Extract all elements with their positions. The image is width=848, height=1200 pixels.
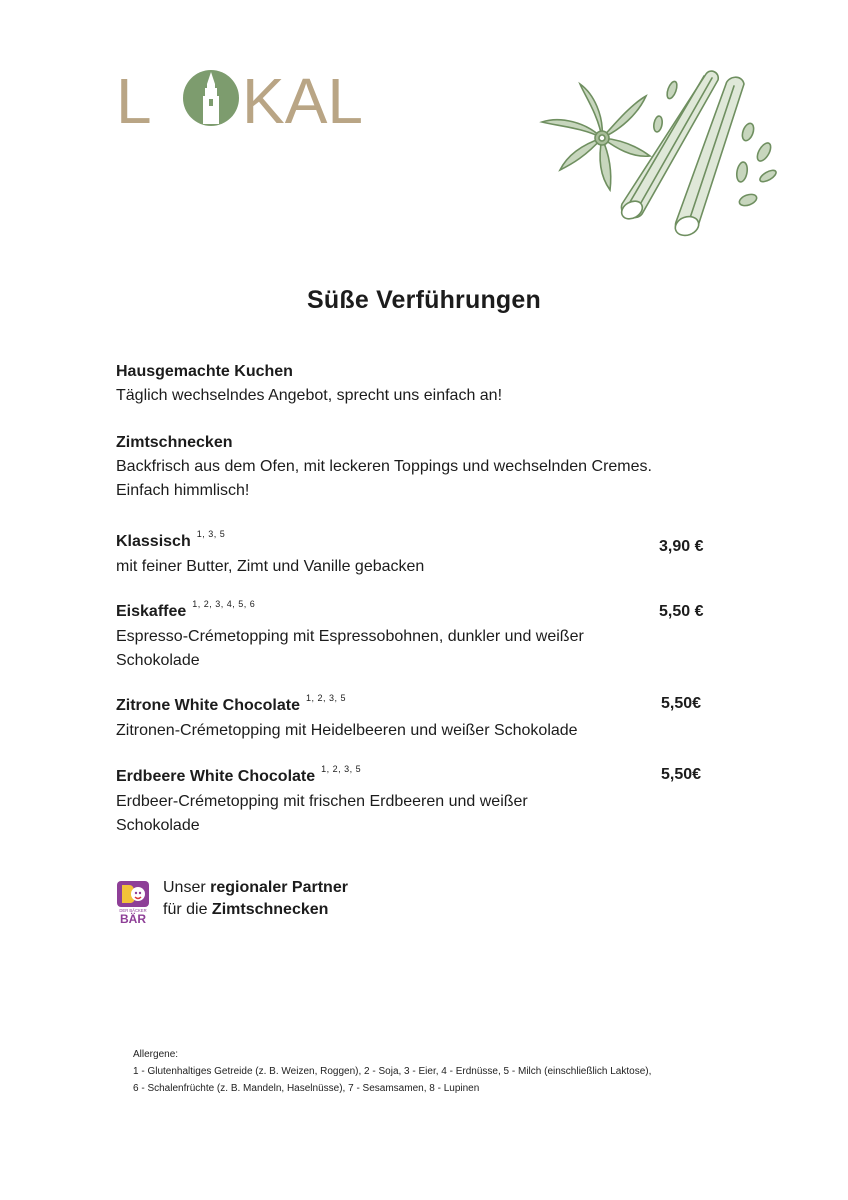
item-description: Schokolade — [116, 652, 200, 669]
logo-letter-l: L — [116, 65, 152, 137]
partner-highlight: Zimtschnecken — [211, 901, 329, 918]
item-description: Schokolade — [116, 817, 200, 834]
item-name: Eiskaffee — [116, 603, 187, 620]
section-zimtschnecken — [116, 431, 716, 503]
page-title: Süße Verführungen — [307, 286, 541, 314]
section-description: Backfrisch aus dem Ofen, mit leckeren Toppings und wechselnden Cremes. — [116, 458, 652, 475]
item-name: Klassisch — [116, 533, 191, 550]
section-description: Täglich wechselndes Angebot, sprecht uns einfach an! — [116, 387, 503, 404]
item-allergens: 1, 2, 3, 5 — [321, 764, 362, 774]
baecker-baer-logo — [116, 880, 150, 924]
item-price: 5,50€ — [661, 695, 702, 712]
svg-text:BÄR: BÄR — [120, 912, 146, 926]
lokal-logo — [116, 65, 363, 137]
item-name: Zitrone White Chocolate — [116, 697, 300, 714]
star-anise-icon — [542, 84, 650, 190]
section-heading: Zimtschnecken — [116, 434, 233, 451]
item-allergens: 1, 3, 5 — [196, 529, 226, 539]
logo-letters-kal: KAL — [242, 65, 363, 137]
item-allergens: 1, 2, 3, 5 — [306, 693, 347, 703]
item-description: Zitronen-Crémetopping mit Heidelbeeren und weißer Schokolade — [116, 722, 578, 739]
menu-item-zitrone-white-chocolate — [116, 694, 716, 743]
svg-text:DER BÄCKER: DER BÄCKER — [119, 908, 147, 913]
item-description: Erdbeer-Crémetopping mit frischen Erdbeeren und weißer — [116, 793, 528, 810]
allergens-heading: Allergene: — [133, 1049, 179, 1060]
star-anise-cinnamon-illustration — [538, 64, 784, 242]
item-price: 3,90 € — [659, 538, 704, 555]
partner-text: Unser regionaler Partner für die Zimtschnecken — [163, 879, 348, 918]
menu-item-klassisch — [116, 530, 716, 579]
menu-item-eiskaffee — [116, 600, 716, 673]
item-price: 5,50 € — [659, 603, 704, 620]
item-price: 5,50€ — [661, 766, 702, 783]
partner-highlight: regionaler Partner — [210, 879, 348, 896]
allergens-line: 6 - Schalenfrüchte (z. B. Mandeln, Haselnüsse), 7 - Sesamsamen, 8 - Lupinen — [133, 1083, 480, 1094]
logo-tower-icon — [183, 70, 239, 126]
item-allergens: 1, 2, 3, 4, 5, 6 — [192, 599, 256, 609]
allergens-legend — [133, 1046, 651, 1097]
section-description: Einfach himmlisch! — [116, 482, 250, 499]
item-description: mit feiner Butter, Zimt und Vanille gebacken — [116, 558, 425, 575]
item-description: Espresso-Crémetopping mit Espressobohnen, dunkler und weißer — [116, 628, 584, 645]
section-hausgemachte-kuchen — [116, 360, 716, 408]
item-name: Erdbeere White Chocolate — [116, 768, 316, 785]
section-heading: Hausgemachte Kuchen — [116, 363, 293, 380]
allergens-line: 1 - Glutenhaltiges Getreide (z. B. Weizen, Roggen), 2 - Soja, 3 - Eier, 4 - Erdnüsse, 5 - Milch (einschließlich Laktose), — [133, 1066, 652, 1077]
menu-item-erdbeere-white-chocolate — [116, 765, 716, 838]
